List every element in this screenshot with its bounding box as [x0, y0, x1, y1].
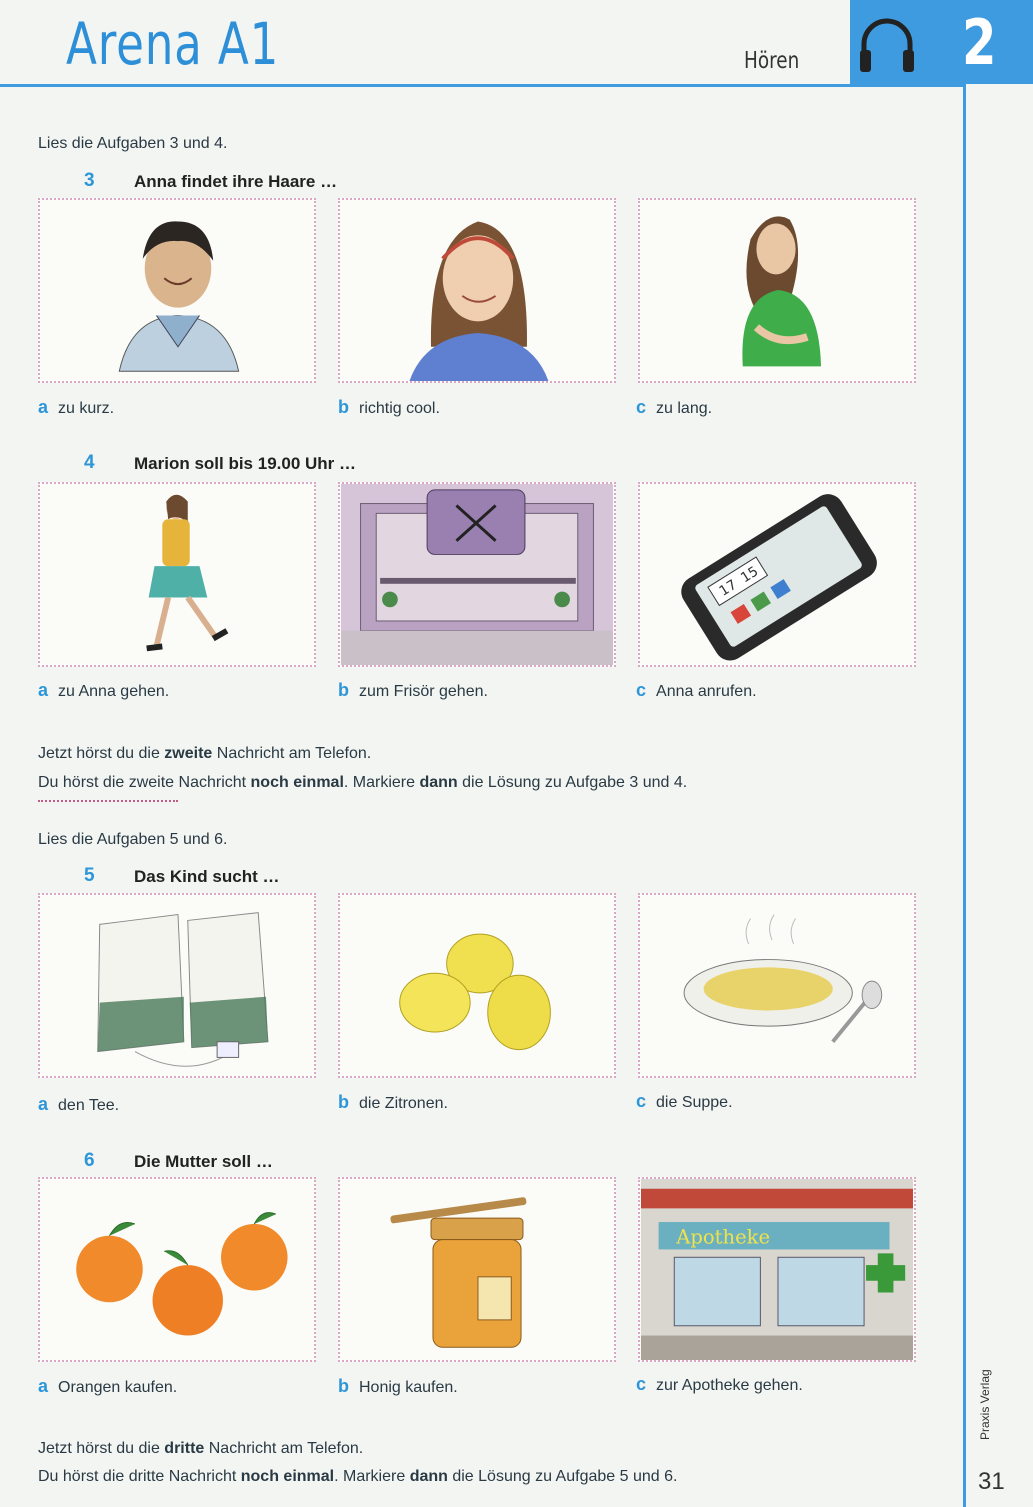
- q4-picture-b-hair-salon: [338, 482, 616, 667]
- question-5-text: Das Kind sucht …: [134, 867, 280, 886]
- q5-picture-c-soup: [638, 893, 916, 1078]
- q3-option-c-letter: c: [636, 397, 647, 417]
- listen2-line2-bold2: dann: [409, 1468, 448, 1485]
- listen1-line1-bold: zweite: [164, 745, 213, 762]
- listen1-line2-part3: die Lösung zu Aufgabe 3 und 4.: [457, 774, 688, 791]
- q4-option-c-text: Anna anrufen.: [656, 683, 757, 700]
- phone-clock-minutes: 15: [738, 563, 762, 587]
- q4-option-b-letter: b: [338, 680, 349, 700]
- book-title: Arena A1: [66, 10, 280, 78]
- q3-picture-c-hair-too-long: [638, 198, 916, 383]
- listen2-line1-part2: Nachricht am Telefon.: [204, 1440, 364, 1457]
- apotheke-sign: Apotheke: [676, 1225, 771, 1249]
- section-label: Hören: [744, 48, 800, 74]
- q5-option-c-letter: c: [636, 1091, 647, 1111]
- q3-option-a[interactable]: [38, 397, 114, 418]
- q5-option-b-letter: b: [338, 1092, 349, 1112]
- q6-picture-c-pharmacy: [638, 1177, 916, 1362]
- listen2-line2-part2: . Markiere: [334, 1468, 410, 1485]
- listen2-line1: [38, 1440, 363, 1458]
- instruction-block1: Lies die Aufgaben 3 und 4.: [38, 135, 228, 152]
- q5-option-c-text: die Suppe.: [656, 1094, 733, 1111]
- q4-option-c[interactable]: [636, 680, 757, 701]
- instruction-block2: Lies die Aufgaben 5 und 6.: [38, 831, 228, 848]
- q5-option-b[interactable]: [338, 1092, 448, 1113]
- q6-option-b[interactable]: [338, 1376, 458, 1397]
- question-4-text: Marion soll bis 19.00 Uhr …: [134, 454, 357, 473]
- q6-picture-a-oranges: [38, 1177, 316, 1362]
- q3-option-a-text: zu kurz.: [58, 400, 115, 417]
- listen1-line2: [38, 774, 687, 792]
- q3-option-b[interactable]: [338, 397, 440, 418]
- question-4-number: 4: [84, 452, 95, 473]
- question-6-number: 6: [84, 1150, 95, 1171]
- q4-option-b-text: zum Frisör gehen.: [359, 683, 488, 700]
- q5-option-a-text: den Tee.: [58, 1097, 120, 1114]
- listen1-line1-part2: Nachricht am Telefon.: [212, 745, 372, 762]
- q6-picture-b-honey-jar: [338, 1177, 616, 1362]
- q3-option-b-letter: b: [338, 397, 349, 417]
- listen1-line1: [38, 745, 371, 763]
- listen1-line2-bold2: dann: [419, 774, 458, 791]
- headphones-icon: [856, 14, 918, 76]
- listen1-line2-part1: Du hörst die zweite Nachricht: [38, 774, 251, 791]
- q3-picture-b-long-hair-headband: [338, 198, 616, 383]
- q5-option-a-letter: a: [38, 1094, 49, 1114]
- q6-option-a-text: Orangen kaufen.: [58, 1379, 178, 1396]
- q4-option-b[interactable]: [338, 680, 488, 701]
- handwritten-underline: [38, 800, 178, 804]
- q6-option-c-letter: c: [636, 1374, 647, 1394]
- listen1-line1-part1: Jetzt hörst du die: [38, 745, 165, 762]
- listen2-line2: [38, 1468, 677, 1486]
- question-6-text: Die Mutter soll …: [134, 1152, 273, 1171]
- q6-option-c[interactable]: [636, 1374, 803, 1395]
- q6-option-c-text: zur Apotheke gehen.: [656, 1377, 803, 1394]
- listen2-line2-part3: die Lösung zu Aufgabe 5 und 6.: [447, 1468, 678, 1485]
- q5-picture-b-lemons: [338, 893, 616, 1078]
- margin-rule: [963, 84, 966, 1507]
- page-number: 31: [978, 1468, 1005, 1495]
- q4-option-c-letter: c: [636, 680, 647, 700]
- q4-option-a[interactable]: [38, 680, 169, 701]
- q6-option-b-letter: b: [338, 1376, 349, 1396]
- q3-picture-a-short-hair: [38, 198, 316, 383]
- listen2-line1-part1: Jetzt hörst du die: [38, 1440, 165, 1457]
- q3-option-b-text: richtig cool.: [359, 400, 440, 417]
- question-3-text: Anna findet ihre Haare …: [134, 172, 338, 191]
- listen2-line1-bold: dritte: [164, 1440, 205, 1457]
- q5-option-c[interactable]: [636, 1091, 733, 1112]
- q3-option-c-text: zu lang.: [656, 400, 713, 417]
- q6-option-a[interactable]: [38, 1376, 177, 1397]
- q4-picture-c-smartphone: [638, 482, 916, 667]
- question-5-number: 5: [84, 865, 95, 886]
- q4-option-a-letter: a: [38, 680, 49, 700]
- q4-option-a-text: zu Anna gehen.: [58, 683, 170, 700]
- listen2-line2-bold1: noch einmal: [240, 1468, 335, 1485]
- q4-picture-a-girl-walking: [38, 482, 316, 667]
- listen1-line2-bold1: noch einmal: [250, 774, 344, 791]
- q5-picture-a-tea-bags: [38, 893, 316, 1078]
- question-3-number: 3: [84, 170, 95, 191]
- q6-option-b-text: Honig kaufen.: [359, 1379, 458, 1396]
- listen1-line2-part2: . Markiere: [343, 774, 420, 791]
- q5-option-a[interactable]: [38, 1094, 119, 1115]
- listen2-line2-part1: Du hörst die dritte Nachricht: [38, 1468, 241, 1485]
- unit-number: 2: [962, 6, 997, 79]
- q3-option-a-letter: a: [38, 397, 49, 417]
- publisher-credit: Praxis Verlag: [978, 1369, 992, 1440]
- header-rule: [0, 84, 965, 87]
- phone-clock-hours: 17: [716, 576, 740, 600]
- q3-option-c[interactable]: [636, 397, 712, 418]
- q6-option-a-letter: a: [38, 1376, 49, 1396]
- q5-option-b-text: die Zitronen.: [359, 1095, 448, 1112]
